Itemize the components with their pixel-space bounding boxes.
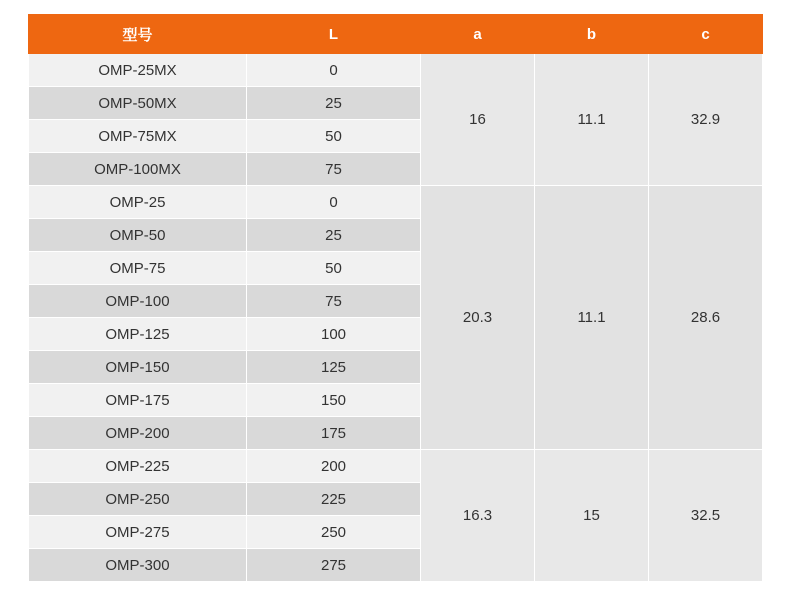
- cell-l: 200: [247, 450, 421, 483]
- table-row: [29, 450, 763, 483]
- cell-a-group-1: 16: [421, 54, 535, 186]
- cell-model: OMP-50: [29, 219, 247, 252]
- cell-l: 150: [247, 384, 421, 417]
- cell-model: OMP-75: [29, 252, 247, 285]
- table-row: [29, 54, 763, 87]
- cell-l: 50: [247, 252, 421, 285]
- cell-l: 50: [247, 120, 421, 153]
- specification-table: [28, 14, 763, 582]
- cell-l: 100: [247, 318, 421, 351]
- table-body: [29, 54, 763, 582]
- cell-c-group-1: 32.9: [649, 54, 763, 186]
- cell-l: 275: [247, 549, 421, 582]
- column-header-a: a: [421, 15, 535, 54]
- cell-model: OMP-300: [29, 549, 247, 582]
- cell-l: 75: [247, 285, 421, 318]
- cell-l: 225: [247, 483, 421, 516]
- cell-model: OMP-25MX: [29, 54, 247, 87]
- cell-c-group-3: 32.5: [649, 450, 763, 582]
- table-header-row: [29, 15, 763, 54]
- cell-model: OMP-75MX: [29, 120, 247, 153]
- column-header-b: b: [535, 15, 649, 54]
- cell-model: OMP-100: [29, 285, 247, 318]
- cell-model: OMP-200: [29, 417, 247, 450]
- cell-l: 250: [247, 516, 421, 549]
- table-header: [29, 15, 763, 54]
- cell-b-group-2: 11.1: [535, 186, 649, 450]
- cell-l: 0: [247, 54, 421, 87]
- cell-l: 25: [247, 87, 421, 120]
- cell-b-group-1: 11.1: [535, 54, 649, 186]
- cell-model: OMP-100MX: [29, 153, 247, 186]
- cell-model: OMP-275: [29, 516, 247, 549]
- cell-a-group-3: 16.3: [421, 450, 535, 582]
- cell-c-group-2: 28.6: [649, 186, 763, 450]
- table-row: [29, 186, 763, 219]
- cell-model: OMP-225: [29, 450, 247, 483]
- cell-model: OMP-175: [29, 384, 247, 417]
- cell-model: OMP-25: [29, 186, 247, 219]
- column-header-model: 型号: [29, 15, 247, 54]
- column-header-l: L: [247, 15, 421, 54]
- cell-model: OMP-125: [29, 318, 247, 351]
- cell-l: 125: [247, 351, 421, 384]
- cell-l: 175: [247, 417, 421, 450]
- cell-model: OMP-150: [29, 351, 247, 384]
- cell-model: OMP-50MX: [29, 87, 247, 120]
- cell-l: 0: [247, 186, 421, 219]
- column-header-c: c: [649, 15, 763, 54]
- cell-l: 75: [247, 153, 421, 186]
- cell-b-group-3: 15: [535, 450, 649, 582]
- cell-l: 25: [247, 219, 421, 252]
- cell-a-group-2: 20.3: [421, 186, 535, 450]
- cell-model: OMP-250: [29, 483, 247, 516]
